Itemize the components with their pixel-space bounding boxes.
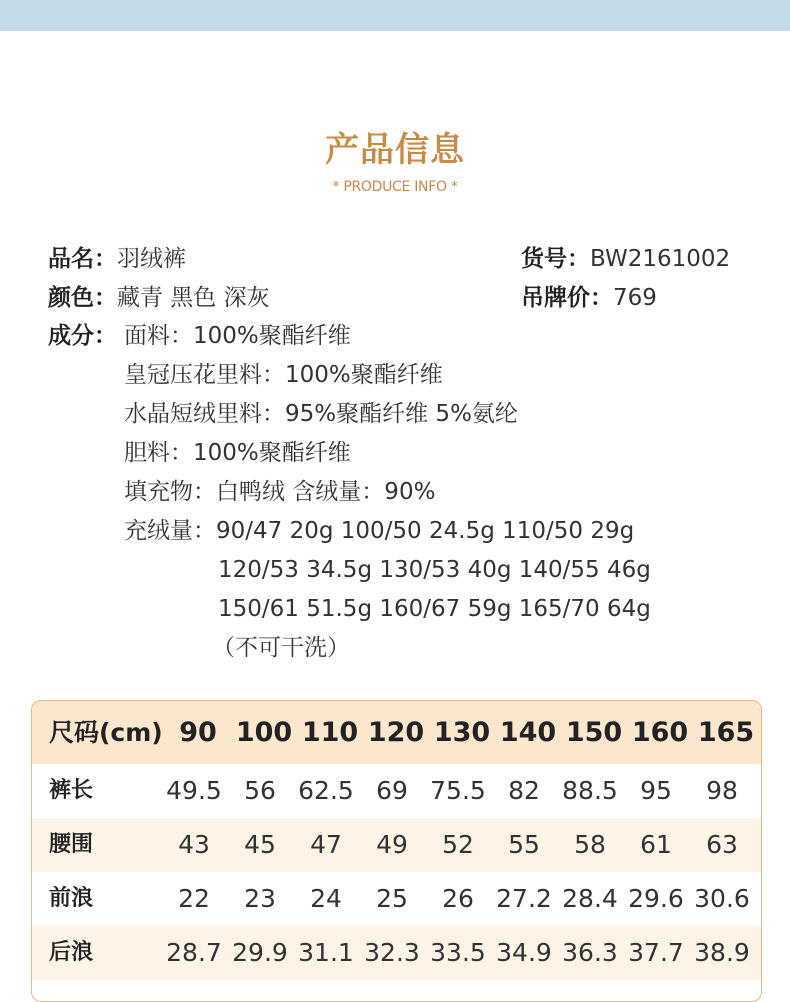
table-cell: 23 — [244, 884, 276, 913]
row-label: 腰围 — [49, 832, 94, 857]
fill-weight-line: 充绒量：90/47 20g 100/50 24.5g 110/50 29g — [124, 518, 635, 544]
table-cell: 34.9 — [496, 938, 552, 967]
product-name-label: 品名： — [48, 246, 117, 272]
table-cell: 30.6 — [694, 884, 750, 913]
table-cell: 28.4 — [562, 884, 618, 913]
table-cell: 32.3 — [364, 938, 420, 967]
table-cell: 52 — [442, 830, 474, 859]
size-header-cell: 120 — [367, 717, 425, 748]
price-value: 769 — [613, 285, 657, 311]
table-cell: 56 — [244, 776, 276, 805]
table-cell: 47 — [310, 830, 342, 859]
price-label: 吊牌价： — [521, 285, 613, 311]
table-cell: 58 — [574, 830, 606, 859]
sku-label: 货号： — [521, 246, 590, 272]
product-name-row — [48, 244, 186, 274]
table-cell: 31.1 — [298, 938, 354, 967]
table-cell: 49.5 — [166, 776, 222, 805]
table-cell: 29.9 — [232, 938, 288, 967]
fill-weight-line: 150/61 51.5g 160/67 59g 165/70 64g — [218, 596, 651, 622]
table-cell: 29.6 — [628, 884, 684, 913]
composition-label-row — [48, 321, 117, 351]
composition-line: 胆料：100%聚酯纤维 — [124, 440, 351, 466]
table-cell: 61 — [640, 830, 672, 859]
sku-row — [521, 244, 730, 274]
size-table-header — [32, 701, 761, 764]
table-cell: 69 — [376, 776, 408, 805]
table-cell: 95 — [640, 776, 672, 805]
table-cell: 82 — [508, 776, 540, 805]
composition-line: 皇冠压花里料：100%聚酯纤维 — [124, 362, 443, 388]
table-cell: 27.2 — [496, 884, 552, 913]
table-cell: 38.9 — [694, 938, 750, 967]
section-subtitle: * PRODUCE INFO * — [332, 179, 458, 195]
size-table — [31, 700, 762, 1002]
table-cell: 45 — [244, 830, 276, 859]
table-cell: 26 — [442, 884, 474, 913]
size-header-cell: 100 — [235, 717, 293, 748]
table-cell: 62.5 — [298, 776, 354, 805]
table-cell: 49 — [376, 830, 408, 859]
size-header-label: 尺码(cm) — [49, 718, 163, 747]
fill-weight-line: 120/53 34.5g 130/53 40g 140/55 46g — [218, 557, 651, 583]
table-cell: 28.7 — [166, 938, 222, 967]
table-row — [32, 818, 761, 872]
table-row — [32, 926, 761, 980]
composition-line: 水晶短绒里料：95%聚酯纤维 5%氨纶 — [124, 401, 518, 427]
price-row — [521, 283, 657, 313]
composition-line: 填充物：白鸭绒 含绒量：90% — [124, 479, 436, 505]
color-label: 颜色： — [48, 285, 117, 311]
table-cell: 63 — [706, 830, 738, 859]
table-cell: 24 — [310, 884, 342, 913]
table-cell: 37.7 — [628, 938, 684, 967]
table-cell: 75.5 — [430, 776, 486, 805]
size-header-cell: 160 — [631, 717, 689, 748]
table-cell: 22 — [178, 884, 210, 913]
size-header-cell: 90 — [179, 717, 217, 748]
table-cell: 33.5 — [430, 938, 486, 967]
size-header-cell: 140 — [499, 717, 557, 748]
table-cell: 25 — [376, 884, 408, 913]
size-header-cell: 150 — [565, 717, 623, 748]
table-row — [32, 764, 761, 818]
size-header-cell: 165 — [697, 717, 755, 748]
composition-label: 成分： — [48, 323, 117, 349]
care-note: （不可干洗） — [212, 635, 350, 661]
table-cell: 55 — [508, 830, 540, 859]
row-label: 前浪 — [49, 886, 94, 911]
table-cell: 88.5 — [562, 776, 618, 805]
composition-line: 面料：100%聚酯纤维 — [124, 323, 351, 349]
size-header-cell: 130 — [433, 717, 491, 748]
top-band — [0, 0, 790, 31]
table-row — [32, 872, 761, 926]
row-label: 后浪 — [49, 940, 94, 965]
color-row — [48, 283, 270, 313]
product-name-value: 羽绒裤 — [117, 246, 186, 272]
table-cell: 36.3 — [562, 938, 618, 967]
table-cell: 43 — [178, 830, 210, 859]
table-cell: 98 — [706, 776, 738, 805]
color-value: 藏青 黑色 深灰 — [117, 285, 270, 311]
section-title: 产品信息 — [325, 130, 465, 170]
row-label: 裤长 — [49, 778, 94, 803]
size-header-cell: 110 — [301, 717, 359, 748]
sku-value: BW2161002 — [590, 246, 731, 272]
